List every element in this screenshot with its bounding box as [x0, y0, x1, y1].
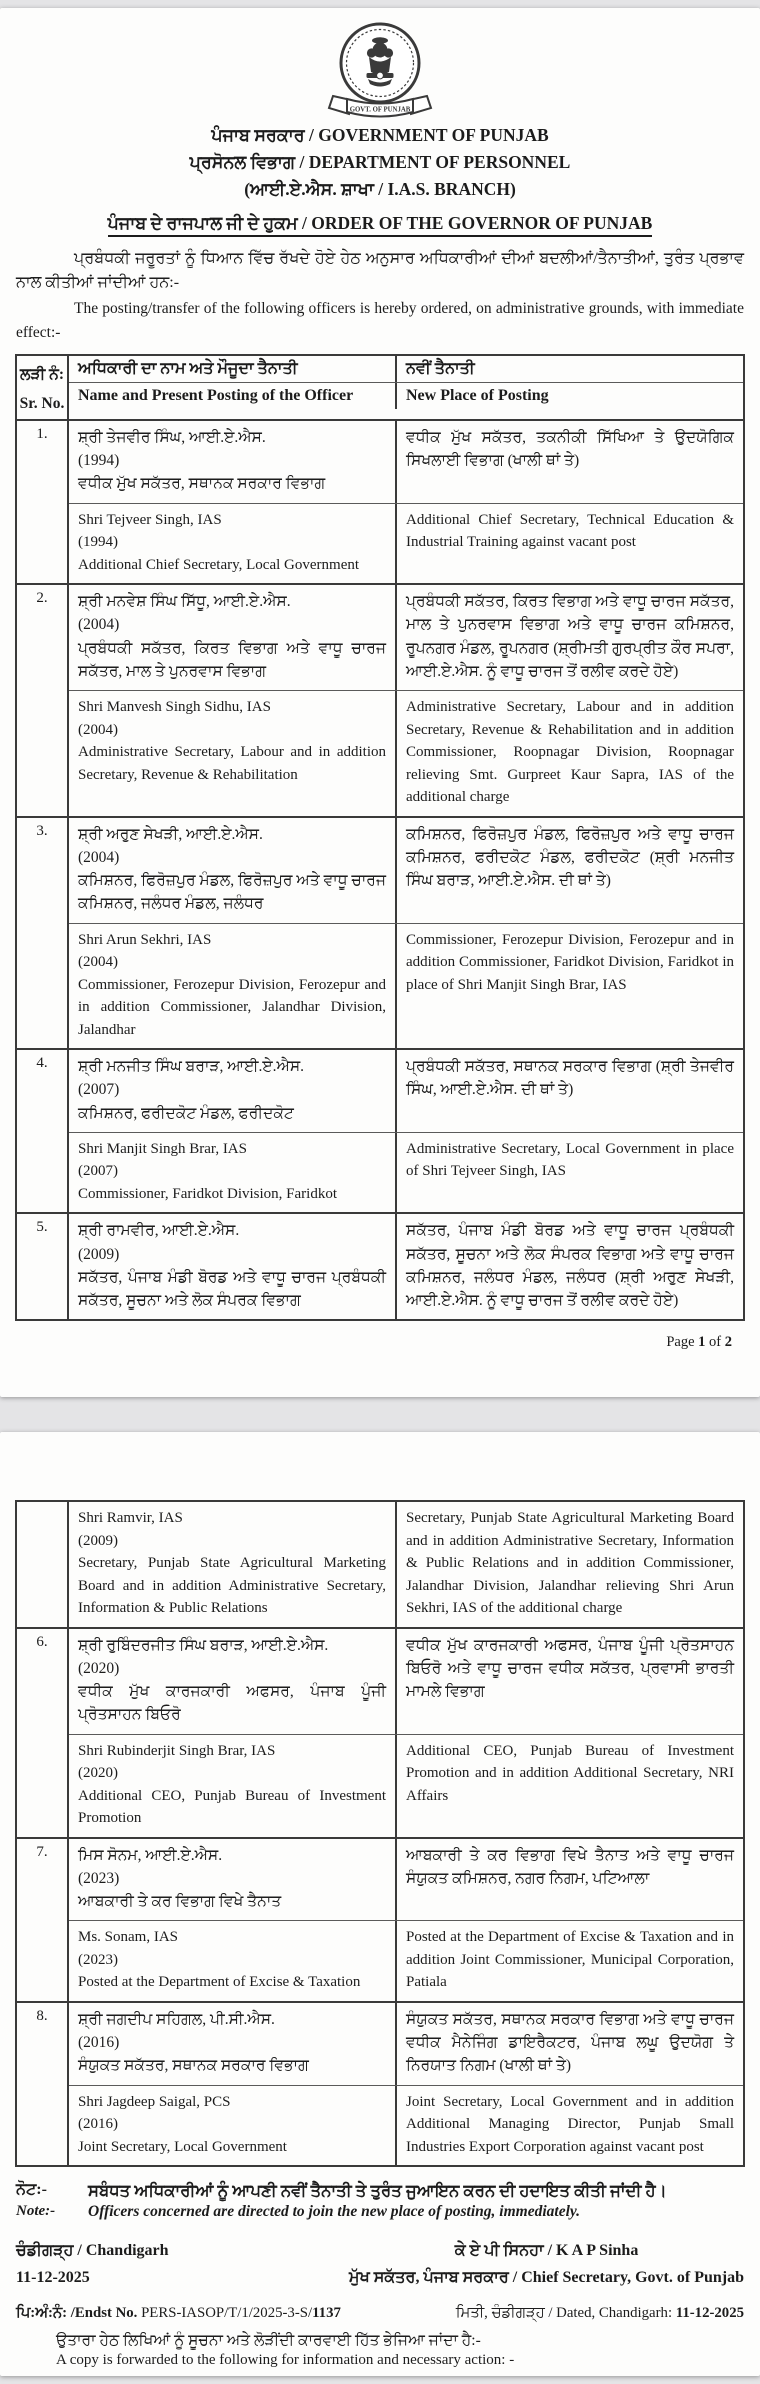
endst-number: ਪਿ:ਅੰ:ਨੰ: /Endst No. PERS-IASOP/T/1/2025-3-S/1137 [16, 2305, 341, 2322]
endorsement-line [16, 2305, 744, 2322]
header-name-punjabi: ਅਧਿਕਾਰੀ ਦਾ ਨਾਮ ਅਤੇ ਮੌਜੂਦਾ ਤੈਨਾਤੀ [78, 359, 298, 377]
order-title: ਪੰਜਾਬ ਦੇ ਰਾਜਪਾਲ ਜੀ ਦੇ ਹੁਕਮ / ORDER OF THE GOVERNOR OF PUNJAB [108, 213, 653, 237]
sr-no: 3. [17, 818, 69, 1049]
table-row: 4. ਸ਼੍ਰੀ ਮਨਜੀਤ ਸਿੰਘ ਬਰਾੜ, ਆਈ.ਏ.ਐਸ. (2007) ਕਮਿਸ਼ਨਰ, ਫਰੀਦਕੋਟ ਮੰਡਲ, ਫਰੀਦਕੋਟ ਪ੍ਰਬੰਧਕੀ ਸਕੱਤਰ, ਸਥਾਨਕ ਸਰਕਾਰ ਵਿਭਾਗ (ਸ਼੍ਰੀ ਤੇਜਵੀਰ ਸਿੰਘ, ਆਈ.ਏ.ਐਸ. ਦੀ ਥਾਂ ਤੇ) Shri Manjit Singh Brar, IAS (2007) Commissioner, Faridkot Division, Faridkot Administrative Secretary, Local Government in place of Shri Tejveer Singh, IAS [17, 1048, 743, 1212]
document-page-2 [0, 1432, 760, 2376]
sr-no: 6. [17, 1629, 69, 1837]
header-name-english: Name and Present Posting of the Officer [78, 386, 354, 404]
table-row: 7. ਮਿਸ ਸੋਨਮ, ਆਈ.ਏ.ਐਸ. (2023) ਆਬਕਾਰੀ ਤੇ ਕਰ ਵਿਭਾਗ ਵਿਖੇ ਤੈਨਾਤ ਆਬਕਾਰੀ ਤੇ ਕਰ ਵਿਭਾਗ ਵਿਖੇ ਤੈਨਾਤ ਅਤੇ ਵਾਧੂ ਚਾਰਜ ਸੰਯੁਕਤ ਕਮਿਸ਼ਨਰ, ਨਗਰ ਨਿਗਮ, ਪਟਿਆਲਾ Ms. Sonam, IAS (2023) Posted at the Department of Excise & Taxation Posted at the Department of Excise & Taxation and in addition Joint Commissioner, Municipal Corporation, Patiala [17, 1837, 743, 2001]
ashoka-emblem-icon [321, 20, 439, 122]
sr-no: 2. [17, 585, 69, 816]
table-row: 6. ਸ਼੍ਰੀ ਰੁਬਿੰਦਰਜੀਤ ਸਿੰਘ ਬਰਾੜ, ਆਈ.ਏ.ਐਸ. (2020) ਵਧੀਕ ਮੁੱਖ ਕਾਰਜਕਾਰੀ ਅਫਸਰ, ਪੰਜਾਬ ਪੂੰਜੀ ਪ੍ਰੋਤਸਾਹਨ ਬਿਓਰੋ ਵਧੀਕ ਮੁੱਖ ਕਾਰਜਕਾਰੀ ਅਫਸਰ, ਪੰਜਾਬ ਪੂੰਜੀ ਪ੍ਰੋਤਸਾਹਨ ਬਿਓਰੋ ਅਤੇ ਵਾਧੂ ਚਾਰਜ ਵਧੀਕ ਸਕੱਤਰ, ਪ੍ਰਵਾਸੀ ਭਾਰਤੀ ਮਾਮਲੇ ਵਿਭਾਗ Shri Rubinderjit Singh Brar, IAS (2020) Additional CEO, Punjab Bureau of Investment Promotion Additional CEO, Punjab Bureau of Investment Promotion and in addition Additional Secretary, NRI Affairs [17, 1627, 743, 1837]
note-punjabi: ਨੋਟ:- ਸਬੰਧਤ ਅਧਿਕਾਰੀਆਂ ਨੂੰ ਆਪਣੀ ਨਵੀਂ ਤੈਨਾਤੀ ਤੇ ਤੁਰੰਤ ਜੁਆਇਨ ਕਰਨ ਦੀ ਹਦਾਇਤ ਕੀਤੀ ਜਾਂਦੀ ਹੈ। [16, 2181, 667, 2200]
document-page-1 [0, 8, 760, 1397]
branch-line: (ਆਈ.ਏ.ਐਸ. ਸ਼ਾਖਾ / I.A.S. BRANCH) [244, 179, 516, 200]
place-and-date: ਚੰਡੀਗੜ੍ਹ / Chandigarh 11-12-2025 [16, 2242, 169, 2287]
note-english: Note:- Officers concerned are directed to join the new place of posting, immediately. [16, 2203, 581, 2220]
sr-no: 5. [17, 1214, 69, 1319]
forward-line-english: A copy is forwarded to the following for information and necessary action: - [56, 2352, 515, 2369]
table-row: 3. ਸ਼੍ਰੀ ਅਰੁਣ ਸੇਖੜੀ, ਆਈ.ਏ.ਐਸ. (2004) ਕਮਿਸ਼ਨਰ, ਫਿਰੋਜ਼ਪੁਰ ਮੰਡਲ, ਫਿਰੋਜ਼ਪੁਰ ਅਤੇ ਵਾਧੂ ਚਾਰਜ ਕਮਿਸ਼ਨਰ, ਜਲੰਧਰ ਮੰਡਲ, ਜਲੰਧਰ ਕਮਿਸ਼ਨਰ, ਫਿਰੋਜ਼ਪੁਰ ਮੰਡਲ, ਫਿਰੋਜ਼ਪੁਰ ਅਤੇ ਵਾਧੂ ਚਾਰਜ ਕਮਿਸ਼ਨਰ, ਫਰੀਦਕੋਟ ਮੰਡਲ, ਫਰੀਦਕੋਟ (ਸ਼੍ਰੀ ਮਨਜੀਤ ਸਿੰਘ ਬਰਾੜ, ਆਈ.ਏ.ਐਸ. ਦੀ ਥਾਂ ਤੇ) Shri Arun Sekhri, IAS (2004) Commissioner, Ferozepur Division, Ferozepur and in addition Commissioner, Jalandhar Division, Jalandhar Commissioner, Ferozepur Division, Ferozepur and in addition Commissioner, Faridkot Division, Faridkot in place of Shri Manjit Singh Brar, IAS [17, 816, 743, 1049]
signatory: ਕੇ ਏ ਪੀ ਸਿਨਹਾ / K A P Sinha ਮੁੱਖ ਸਕੱਤਰ, ਪੰਜਾਬ ਸਰਕਾਰ / Chief Secretary, Govt. of Punjab [349, 2242, 744, 2287]
table-header-row [17, 356, 743, 419]
table-row: 5. ਸ਼੍ਰੀ ਰਾਮਵੀਰ, ਆਈ.ਏ.ਐਸ. (2009) ਸਕੱਤਰ, ਪੰਜਾਬ ਮੰਡੀ ਬੋਰਡ ਅਤੇ ਵਾਧੂ ਚਾਰਜ ਪ੍ਰਬੰਧਕੀ ਸਕੱਤਰ, ਸੂਚਨਾ ਅਤੇ ਲੋਕ ਸੰਪਰਕ ਵਿਭਾਗ ਸਕੱਤਰ, ਪੰਜਾਬ ਮੰਡੀ ਬੋਰਡ ਅਤੇ ਵਾਧੂ ਚਾਰਜ ਪ੍ਰਬੰਧਕੀ ਸਕੱਤਰ, ਸੂਚਨਾ ਅਤੇ ਲੋਕ ਸੰਪਰਕ ਵਿਭਾਗ ਅਤੇ ਵਾਧੂ ਚਾਰਜ ਕਮਿਸ਼ਨਰ, ਜਲੰਧਰ ਮੰਡਲ, ਜਲੰਧਰ (ਸ਼੍ਰੀ ਅਰੁਣ ਸੇਖੜੀ, ਆਈ.ਏ.ਐਸ. ਨੂੰ ਵਾਧੂ ਚਾਰਜ ਤੋਂ ਰਲੀਵ ਕਰਦੇ ਹੋਏ) [17, 1212, 743, 1319]
forward-line-punjabi: ਉਤਾਰਾ ਹੇਠ ਲਿਖਿਆਂ ਨੂੰ ਸੂਚਨਾ ਅਤੇ ਲੋੜੀਂਦੀ ਕਾਰਵਾਈ ਹਿੱਤ ਭੇਜਿਆ ਜਾਂਦਾ ਹੈ:- [56, 2332, 481, 2350]
govt-title-line: ਪੰਜਾਬ ਸਰਕਾਰ / GOVERNMENT OF PUNJAB [211, 125, 549, 145]
table-row: 2. ਸ਼੍ਰੀ ਮਨਵੇਸ਼ ਸਿੰਘ ਸਿੱਧੂ, ਆਈ.ਏ.ਐਸ. (2004) ਪ੍ਰਬੰਧਕੀ ਸਕੱਤਰ, ਕਿਰਤ ਵਿਭਾਗ ਅਤੇ ਵਾਧੂ ਚਾਰਜ ਸਕੱਤਰ, ਮਾਲ ਤੇ ਪੁਨਰਵਾਸ ਵਿਭਾਗ ਪ੍ਰਬੰਧਕੀ ਸਕੱਤਰ, ਕਿਰਤ ਵਿਭਾਗ ਅਤੇ ਵਾਧੂ ਚਾਰਜ ਸਕੱਤਰ, ਮਾਲ ਤੇ ਪੁਨਰਵਾਸ ਵਿਭਾਗ ਅਤੇ ਵਾਧੂ ਚਾਰਜ ਕਮਿਸ਼ਨਰ, ਰੂਪਨਗਰ ਮੰਡਲ, ਰੂਪਨਗਰ (ਸ਼੍ਰੀਮਤੀ ਗੁਰਪ੍ਰੀਤ ਕੌਰ ਸਪਰਾ, ਆਈ.ਏ.ਐਸ. ਨੂੰ ਵਾਧੂ ਚਾਰਜ ਤੋਂ ਰਲੀਵ ਕਰਦੇ ਹੋਏ) Shri Manvesh Singh Sidhu, IAS (2004) Administrative Secretary, Labour and in addition Secretary, Revenue & Rehabilitation Administrative Secretary, Labour and in addition Secretary, Revenue & Rehabilitation and in addition Commissioner, Roopnagar Division, Roopnagar relieving Smt. Gurpreet Kaur Sapra, IAS of the additional charge [17, 583, 743, 816]
sr-no: 7. [17, 1839, 69, 2001]
sr-no: 8. [17, 2003, 69, 2165]
table-row: Shri Ramvir, IAS (2009) Secretary, Punjab State Agricultural Marketing Board and in addition Administrative Secretary, Information & Public Relations Secretary, Punjab State Agricultural Marketing Board and in addition Administrative Secretary, Information & Public Relations and in addition Commissioner, Jalandhar Division, Jalandhar relieving Shri Arun Sekhri, IAS of the additional charge [17, 1502, 743, 1627]
transfer-table-page2 [15, 1500, 745, 2167]
sr-no-empty [17, 1502, 69, 1627]
header-newplace-english: New Place of Posting [395, 383, 743, 409]
endst-date: ਮਿਤੀ, ਚੰਡੀਗੜ੍ਹ / Dated, Chandigarh: 11-12-2025 [455, 2305, 744, 2322]
table-row: 8. ਸ਼੍ਰੀ ਜਗਦੀਪ ਸਹਿਗਲ, ਪੀ.ਸੀ.ਐਸ. (2016) ਸੰਯੁਕਤ ਸਕੱਤਰ, ਸਥਾਨਕ ਸਰਕਾਰ ਵਿਭਾਗ ਸੰਯੁਕਤ ਸਕੱਤਰ, ਸਥਾਨਕ ਸਰਕਾਰ ਵਿਭਾਗ ਅਤੇ ਵਾਧੂ ਚਾਰਜ ਵਧੀਕ ਮੈਨੇਜਿੰਗ ਡਾਇਰੈਕਟਰ, ਪੰਜਾਬ ਲਘੂ ਉਦਯੋਗ ਤੇ ਨਿਰਯਾਤ ਨਿਗਮ (ਖਾਲੀ ਥਾਂ ਤੇ) Shri Jagdeep Saigal, PCS (2016) Joint Secretary, Local Government Joint Secretary, Local Government and in addition Additional Managing Director, Punjab Small Industries Export Corporation against vacant post [17, 2001, 743, 2165]
intro-paragraph-english: The posting/transfer of the following officers is hereby ordered, on administrative grounds, with immediate effect:- [16, 300, 744, 341]
emblem-banner-text: GOVT. OF PUNJAB [349, 106, 411, 114]
page-number-label: Page 1 of 2 [666, 1334, 732, 1350]
department-line: ਪ੍ਰਸੋਨਲ ਵਿਭਾਗ / DEPARTMENT OF PERSONNEL [189, 152, 571, 173]
table-row: 1. ਸ਼੍ਰੀ ਤੇਜਵੀਰ ਸਿੰਘ, ਆਈ.ਏ.ਐਸ. (1994) ਵਧੀਕ ਮੁੱਖ ਸਕੱਤਰ, ਸਥਾਨਕ ਸਰਕਾਰ ਵਿਭਾਗ ਵਧੀਕ ਮੁੱਖ ਸਕੱਤਰ, ਤਕਨੀਕੀ ਸਿੱਖਿਆ ਤੇ ਉਦਯੋਗਿਕ ਸਿਖਲਾਈ ਵਿਭਾਗ (ਖਾਲੀ ਥਾਂ ਤੇ) Shri Tejveer Singh, IAS (1994) Additional Chief Secretary, Local Government Additional Chief Secretary, Technical Education & Industrial Training against vacant post [17, 419, 743, 583]
sr-no: 1. [17, 421, 69, 583]
header-sr-no: ਲੜੀ ਨੰ: Sr. No. [17, 356, 69, 419]
punjab-govt-emblem [0, 8, 760, 122]
intro-paragraph-punjabi: ਪ੍ਰਬੰਧਕੀ ਜਰੂਰਤਾਂ ਨੂੰ ਧਿਆਨ ਵਿੱਚ ਰੱਖਦੇ ਹੋਏ ਹੇਠ ਅਨੁਸਾਰ ਅਧਿਕਾਰੀਆਂ ਦੀਆਂ ਬਦਲੀਆਂ/ਤੈਨਾਤੀਆਂ, ਤੁਰੰਤ ਪ੍ਰਭਾਵ ਨਾਲ ਕੀਤੀਆਂ ਜਾਂਦੀਆਂ ਹਨ:- [16, 250, 744, 292]
signature-block [16, 2237, 744, 2291]
sr-no: 4. [17, 1050, 69, 1212]
header-newplace-punjabi: ਨਵੀਂ ਤੈਨਾਤੀ [395, 356, 743, 382]
transfer-table-page1 [15, 354, 745, 1321]
